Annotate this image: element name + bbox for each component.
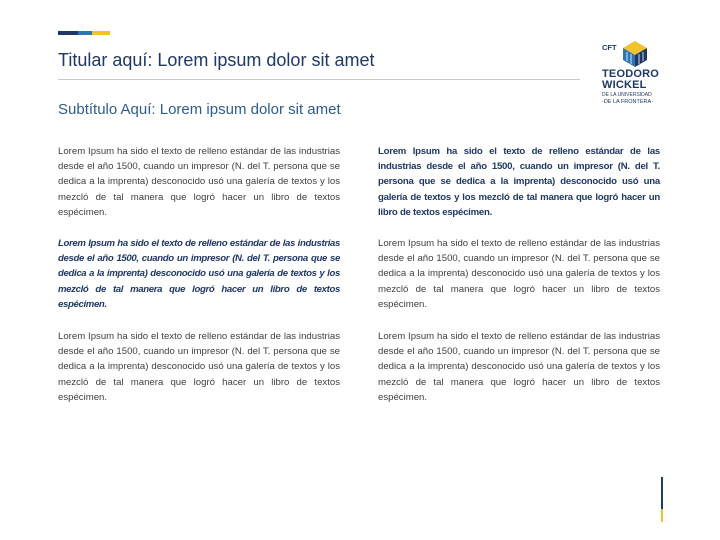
text-block-r2c1: Lorem Ipsum ha sido el texto de relleno estándar de las industrias desde el año 1500, cuando un impresor (N. del T. persona que se dedica a la imprenta) desconocido usó una galería de textos y los mezcló de tal manera que logró hacer un libro de textos espécimen. [58,238,340,310]
accent-segment-gold [92,31,110,35]
header-accent-bar [58,31,110,35]
logo-tagline-1: DE LA UNIVERSIDAD [602,92,652,98]
text-block-r1c1: Lorem Ipsum ha sido el texto de relleno estándar de las industrias desde el año 1500, cuando un impresor (N. del T. persona que se dedica a la imprenta) desconocido usó una galería de textos y los mezcló de tal manera que logró hacer un libro de textos espécimen. [58,146,340,218]
logo-name-line2: WICKEL [602,79,647,91]
accent-segment-blue [78,31,92,35]
logo-name-line1: TEODORO [602,68,660,80]
institution-logo [600,38,672,108]
logo-emblem-icon [620,38,650,68]
page-subtitle: Subtítulo Aquí: Lorem ipsum dolor sit amet [58,101,341,118]
page-title: Titular aquí: Lorem ipsum dolor sit amet [58,50,375,70]
accent-segment-navy [58,31,78,35]
title-divider [58,79,580,80]
logo-name [602,69,659,91]
text-block-r3c2: Lorem Ipsum ha sido el texto de relleno estándar de las industrias desde el año 1500, cuando un impresor (N. del T. persona que se dedica a la imprenta) desconocido usó una galería de textos y los mezcló de tal manera que logró hacer un libro de textos espécimen. [378,331,660,403]
corner-accent-gold [661,509,663,522]
logo-prefix: CFT [602,43,617,52]
text-block-r3c1: Lorem Ipsum ha sido el texto de relleno estándar de las industrias desde el año 1500, cuando un impresor (N. del T. persona que se dedica a la imprenta) desconocido usó una galería de textos y los mezcló de tal manera que logró hacer un libro de textos espécimen. [58,331,340,403]
text-block-r2c2: Lorem Ipsum ha sido el texto de relleno estándar de las industrias desde el año 1500, cuando un impresor (N. del T. persona que se dedica a la imprenta) desconocido usó una galería de textos y los mezcló de tal manera que logró hacer un libro de textos espécimen. [378,238,660,310]
corner-accent-navy [661,477,663,509]
logo-tagline-2: -DE LA FRONTERA- [602,99,654,105]
text-block-r1c2: Lorem Ipsum ha sido el texto de relleno estándar de las industrias desde el año 1500, cuando un impresor (N. del T. persona que se dedica a la imprenta) desconocido usó una galería de textos y los mezcló de tal manera que logró hacer un libro de textos espécimen. [378,146,660,218]
